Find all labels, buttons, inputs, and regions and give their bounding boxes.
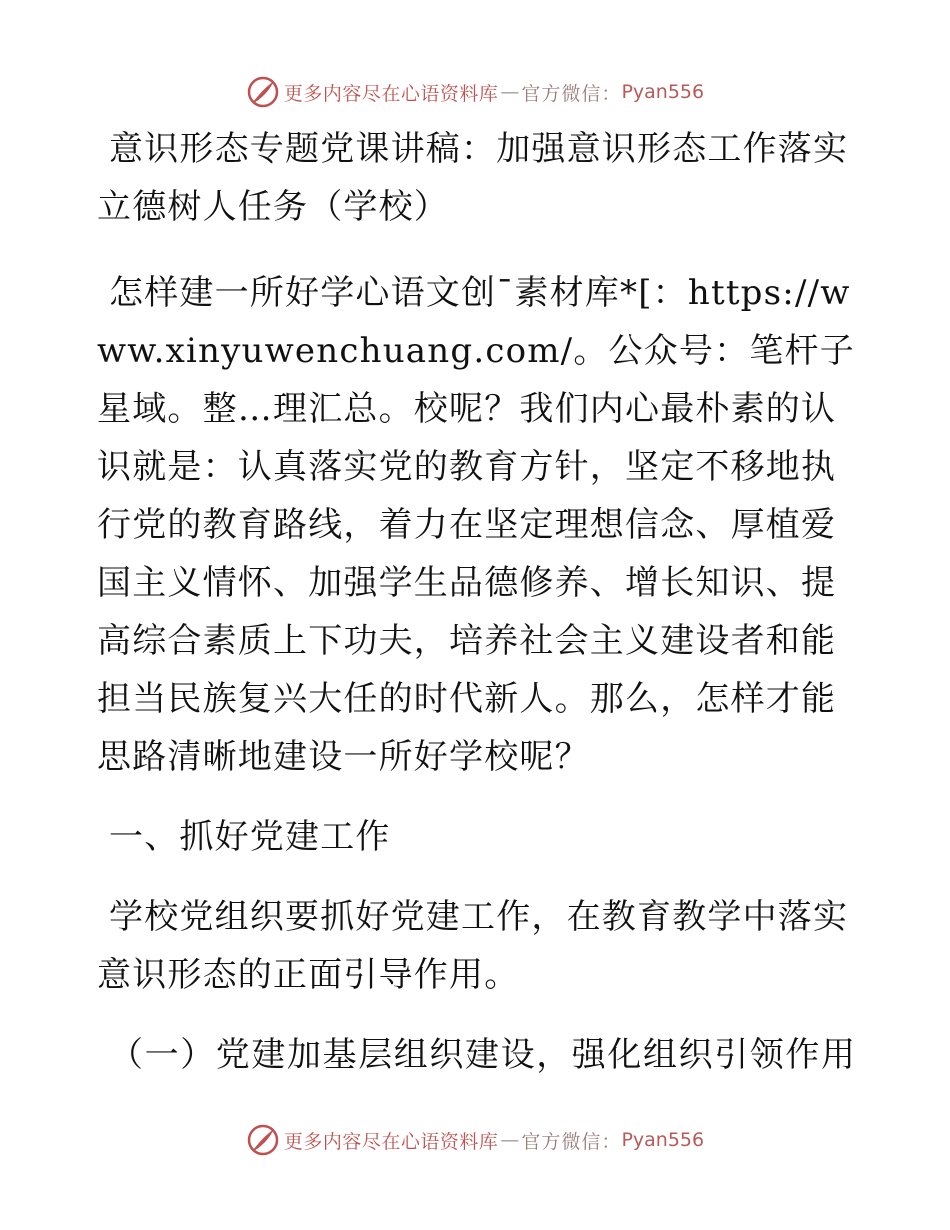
watermark-separator: — <box>500 1129 520 1151</box>
watermark-text: 更多内容尽在心语资料库 <box>283 82 499 105</box>
section-heading: 一、抓好党建工作 <box>109 817 391 857</box>
header-watermark <box>0 72 950 112</box>
watermark-contact-id: Pyan556 <box>621 1129 705 1151</box>
footer-watermark <box>0 1120 950 1160</box>
section-body-paragraph: 学校党组织要抓好党建工作，在教育教学中落实意识形态的正面引导作用。 <box>97 897 849 995</box>
intro-paragraph: 怎样建一所好学心语文创¯素材库*[：https://www.xinyuwenchuang.com/。公众号：笔杆子星域。整…理汇总。校呢？我们内心最朴素的认识就是：认真落实党的教育方针，坚定不移地执行党的教育路线，着力在坚定理想信念、厚植爱国主义情怀、加强学生品德修养、增长知识、提高综合素质上下功夫，培养社会主义建设者和能担当民族复兴大任的时代新人。那么，怎样才能思路清晰地建设一所好学校呢？ <box>97 273 855 777</box>
feather-pen-logo-icon <box>246 1123 280 1157</box>
watermark-contact-label: 官方微信： <box>521 1130 622 1153</box>
document-title: 意识形态专题党课讲稿：加强意识形态工作落实立德树人任务（学校） <box>97 129 849 227</box>
subsection-heading: （一）党建加基层组织建设，强化组织引领作用 <box>109 1035 857 1075</box>
watermark-separator: — <box>500 81 520 103</box>
document-body <box>97 120 857 1084</box>
watermark-text: 更多内容尽在心语资料库 <box>283 1130 499 1153</box>
watermark-contact-label: 官方微信： <box>521 82 622 105</box>
watermark-contact-id: Pyan556 <box>621 81 705 103</box>
feather-pen-logo-icon <box>246 75 280 109</box>
